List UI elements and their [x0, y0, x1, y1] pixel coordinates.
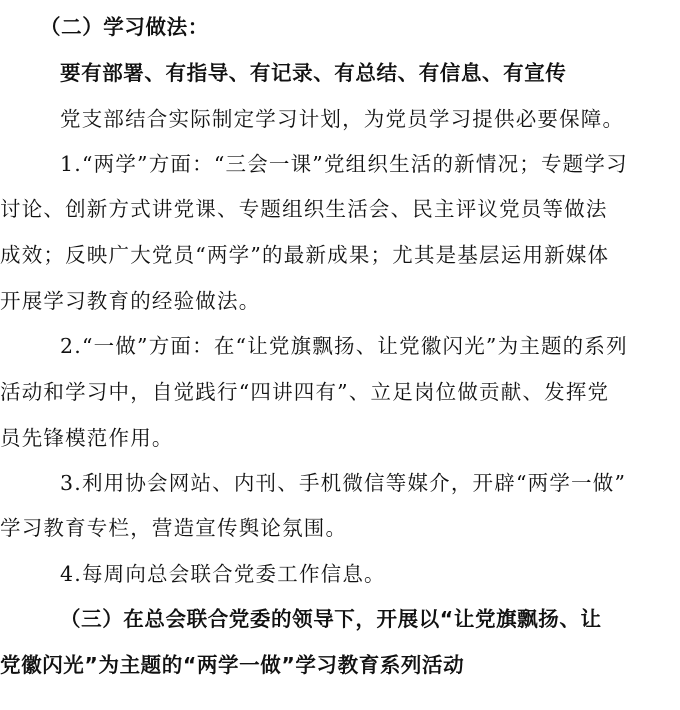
section-heading-3-line-2: 党徽闪光”为主题的“两学一做”学习教育系列活动	[0, 653, 465, 677]
section-heading-3-line-1: （三）在总会联合党委的领导下，开展以“让党旗飘扬、让	[60, 607, 602, 631]
item-2-line-2: 活动和学习中，自觉践行“四讲四有”、立足岗位做贡献、发挥党	[0, 380, 610, 404]
item-1-line-1: 1.“两学”方面：“三会一课”党组织生活的新情况；专题学习	[60, 152, 628, 176]
section-subheading-2: 要有部署、有指导、有记录、有总结、有信息、有宣传	[60, 61, 567, 85]
item-3-line-2: 学习教育专栏，营造宣传舆论氛围。	[0, 516, 348, 540]
item-1-line-2: 讨论、创新方式讲党课、专题组织生活会、民主评议党员等做法	[0, 197, 608, 221]
item-4-line-1: 4.每周向总会联合党委工作信息。	[60, 562, 386, 586]
item-3-line-1: 3.利用协会网站、内刊、手机微信等媒介，开辟“两学一做”	[60, 471, 627, 495]
item-1-line-3: 成效；反映广大党员“两学”的最新成果；尤其是基层运用新媒体	[0, 243, 610, 267]
item-1-line-4: 开展学习教育的经验做法。	[0, 289, 261, 313]
section-heading-2: （二）学习做法：	[40, 15, 209, 39]
item-2-line-1: 2.“一做”方面：在“让党旗飘扬、让党徽闪光”为主题的系列	[60, 334, 628, 358]
intro-paragraph: 党支部结合实际制定学习计划，为党员学习提供必要保障。	[60, 107, 625, 131]
item-2-line-3: 员先锋模范作用。	[0, 426, 174, 450]
